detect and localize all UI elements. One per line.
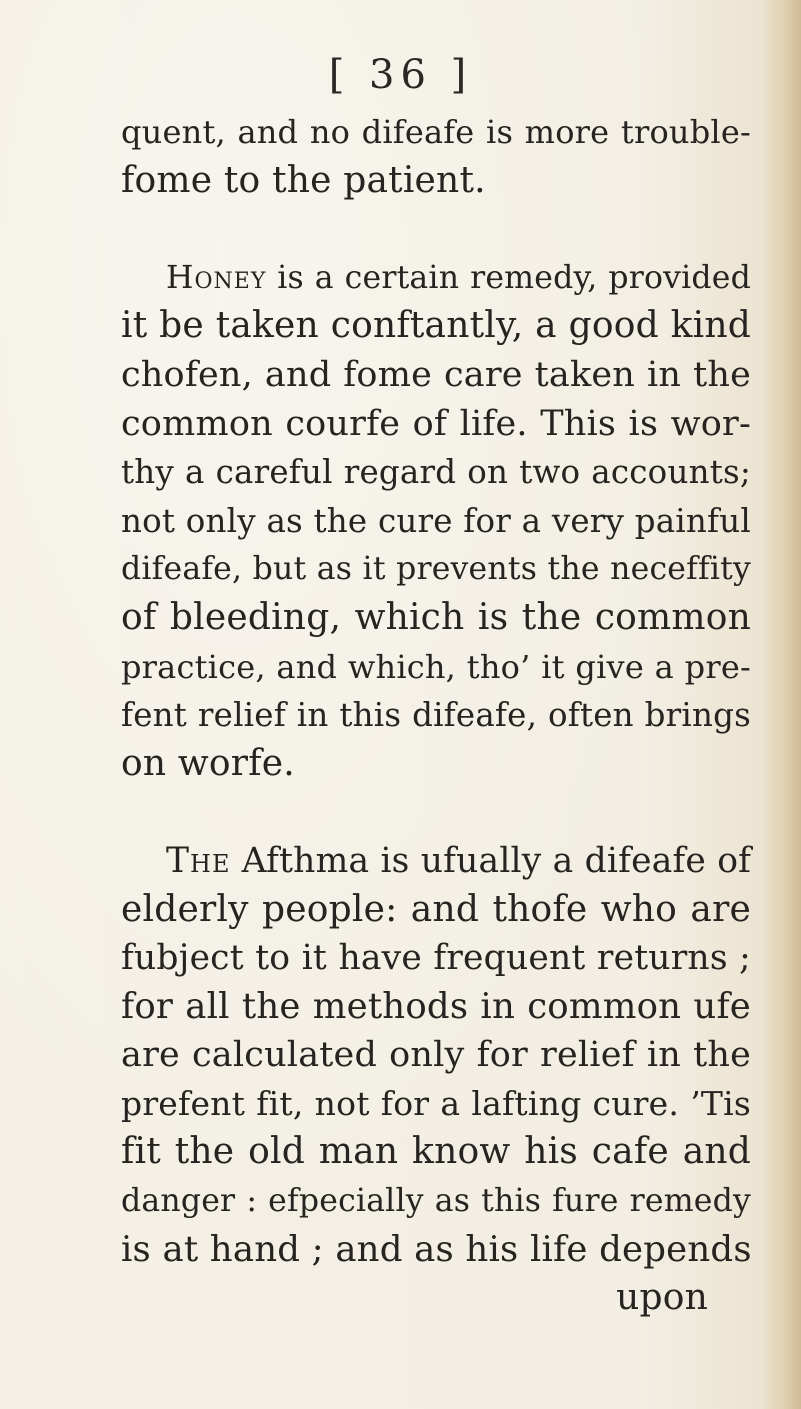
text-line: are calculated only for relief in the bbox=[121, 1035, 751, 1076]
paragraph-gap bbox=[121, 205, 751, 254]
page-edge-stain bbox=[761, 0, 801, 1409]
text-line: chofen, and fome care taken in the bbox=[121, 354, 751, 395]
text-line: not only as the cure for a very painful bbox=[121, 501, 751, 540]
text-line: of bleeding, which is the common bbox=[121, 596, 751, 638]
text-line: elderly people: and thofe who are bbox=[121, 888, 751, 930]
paragraph-1 bbox=[121, 108, 751, 205]
text-line: Honey is a certain remedy, provided bbox=[166, 259, 751, 296]
paragraph-3 bbox=[121, 837, 751, 1274]
text-line: on worfe. bbox=[121, 742, 295, 784]
text-line: it be taken conftantly, a good kind bbox=[121, 305, 751, 347]
text-line: fubject to it have frequent returns ; bbox=[121, 938, 751, 979]
text-line: quent, and no difeafe is more trouble- bbox=[121, 113, 751, 151]
text-line: practice, and which, tho’ it give a pre- bbox=[121, 647, 751, 686]
lead-word: Honey bbox=[166, 259, 267, 296]
paragraph-gap bbox=[121, 788, 751, 837]
text-line: fome to the patient. bbox=[121, 159, 486, 201]
text-line: common courfe of life. This is wor- bbox=[121, 403, 751, 444]
text-line: danger : efpecially as this fure remedy bbox=[121, 1183, 751, 1220]
text-line: is at hand ; and as his life depends bbox=[121, 1228, 752, 1270]
text-line: prefent fit, not for a lafting cure. ’Tis bbox=[121, 1083, 751, 1123]
text-line: difeafe, but as it prevents the neceffity bbox=[121, 551, 751, 588]
text-line: fent relief in this difeafe, often brings bbox=[121, 696, 751, 735]
body-text bbox=[121, 108, 751, 1323]
page-number: [ 36 ] bbox=[328, 52, 473, 98]
text-line: for all the methods in common ufe bbox=[121, 985, 751, 1027]
paragraph-2 bbox=[121, 254, 751, 789]
catchword: upon bbox=[616, 1277, 708, 1319]
text-line: The Afthma is ufually a difeafe of bbox=[166, 840, 752, 881]
text-line: fit the old man know his cafe and bbox=[121, 1131, 751, 1173]
text-line: thy a careful regard on two accounts; bbox=[121, 453, 751, 492]
lead-word: The bbox=[166, 840, 231, 881]
